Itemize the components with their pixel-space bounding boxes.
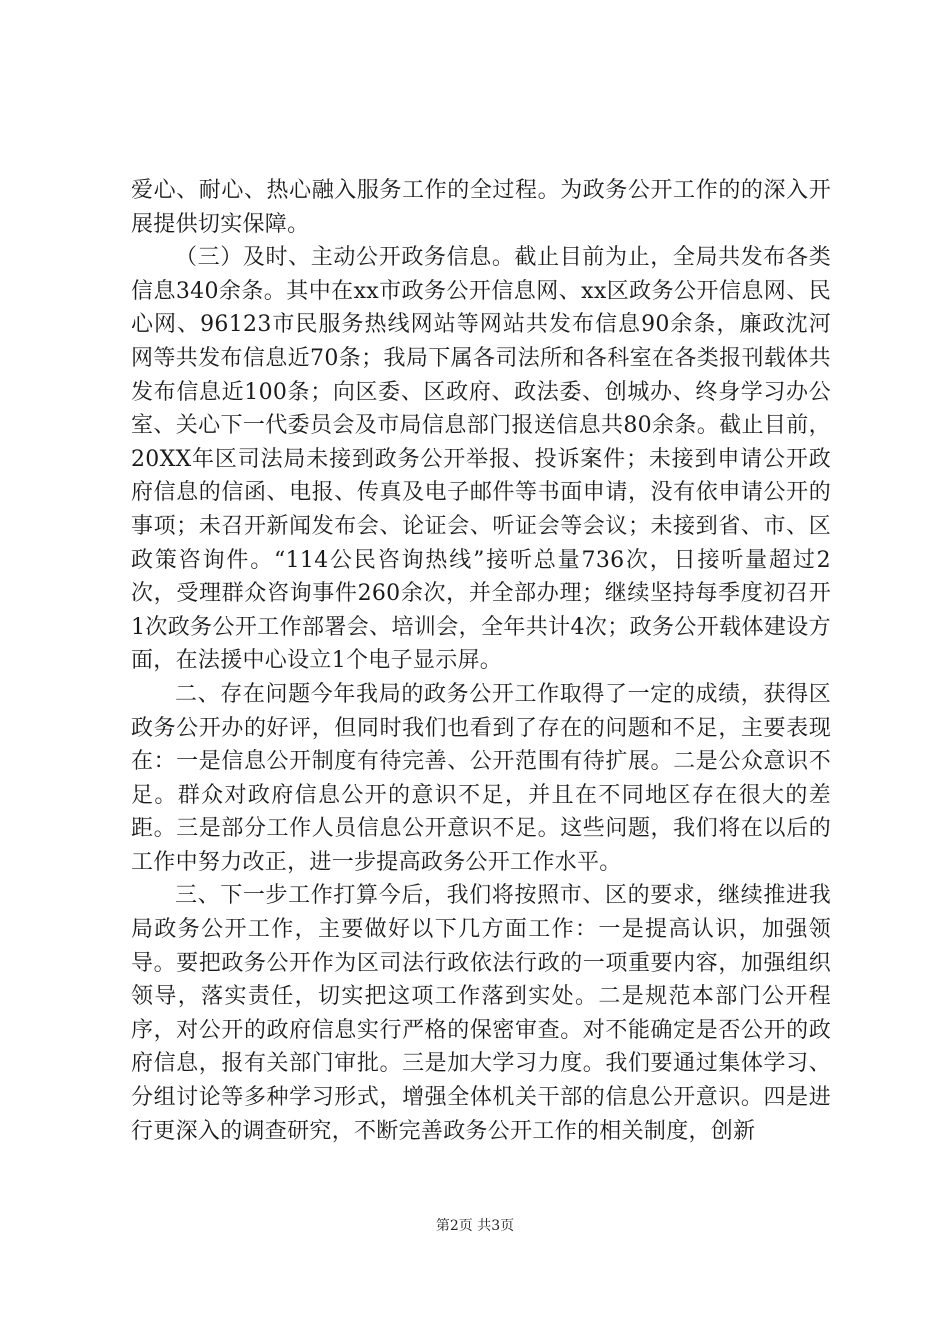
paragraph-next-steps: 三、下一步工作打算今后，我们将按照市、区的要求，继续推进我局政务公开工作，主要做好以下几方面工作：一是提高认识，加强领导。要把政务公开作为区司法行政依法行政的一项重要内容，加强组织领导，落实责任，切实把这项工作落到实处。二是规范本部门公开程序，对公开的政府信息实行严格的保密审查。对不能确定是否公开的政府信息，报有关部门审批。三是加大学习力度。我们要通过集体学习、分组讨论等多种学习形式，增强全体机关干部的信息公开意识。四是进行更深入的调查研究，不断完善政务公开工作的相关制度，创新 — [131, 883, 831, 1144]
document-body — [131, 174, 831, 1148]
paragraph-problems: 二、存在问题今年我局的政务公开工作取得了一定的成绩，获得区政务公开办的好评，但同时我们也看到了存在的问题和不足，主要表现在：一是信息公开制度有待完善、公开范围有待扩展。二是公众意识不足。群众对政府信息公开的意识不足，并且在不同地区存在很大的差距。三是部分工作人员信息公开意识不足。这些问题，我们将在以后的工作中努力改正，进一步提高政务公开工作水平。 — [131, 681, 831, 875]
page-number: 第2页 共3页 — [435, 1218, 515, 1234]
paragraph-continuation: 爱心、耐心、热心融入服务工作的全过程。为政务公开工作的的深入开展提供切实保障。 — [131, 178, 831, 237]
paragraph-section-3: （三）及时、主动公开政务信息。截止目前为止，全局共发布各类信息340余条。其中在xx市政务公开信息网、xx区政务公开信息网、民心网、96123市民服务热线网站等网站共发布信息90余条，廉政沈河网等共发布信息近70条；我局下属各司法所和各科室在各类报刊载体共发布信息近100条；向区委、区政府、政法委、创城办、终身学习办公室、关心下一代委员会及市局信息部门报送信息共80余条。截止目前，20XX年区司法局未接到政务公开举报、投诉案件；未接到申请公开政府信息的信函、电报、传真及电子邮件等书面申请，没有依申请公开的事项；未召开新闻发布会、论证会、听证会等会议；未接到省、市、区政策咨询件。“114公民咨询热线”接听总量736次，日接听量超过2次，受理群众咨询事件260余次，并全部办理；继续坚持每季度初召开1次政务公开工作部署会、培训会，全年共计4次；政务公开载体建设方面，在法援中心设立1个电子显示屏。 — [131, 245, 831, 674]
